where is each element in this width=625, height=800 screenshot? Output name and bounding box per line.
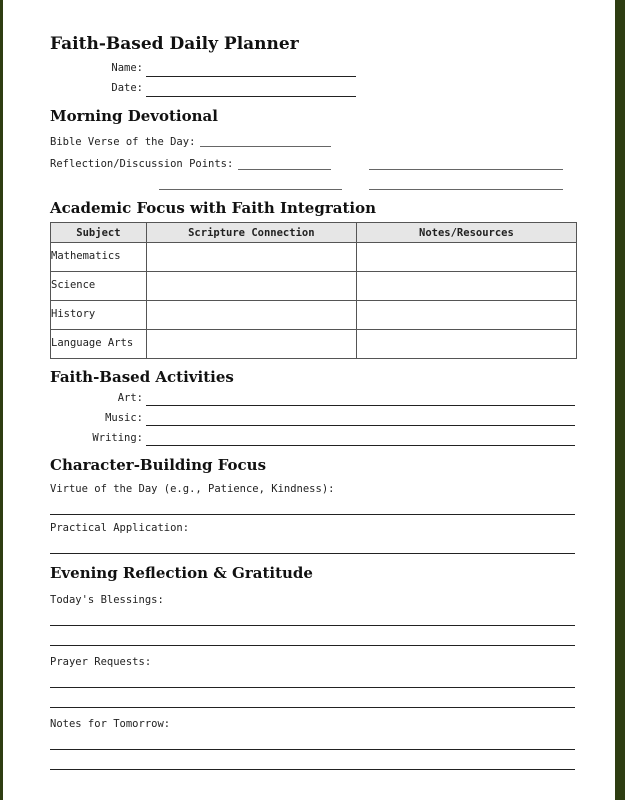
table-row — [51, 243, 577, 272]
reflection-field-line-2[interactable] — [369, 169, 563, 170]
prayer-field-line-1[interactable] — [50, 687, 575, 688]
bible-verse-label: Bible Verse of the Day: — [50, 136, 196, 148]
morning-devotional-heading: Morning Devotional — [50, 107, 218, 125]
scripture-cell[interactable] — [146, 243, 356, 272]
notes-cell[interactable] — [356, 330, 576, 359]
reflection-field-line-3[interactable] — [159, 189, 342, 190]
virtue-field-line[interactable] — [50, 514, 575, 515]
writing-label: Writing: — [92, 432, 143, 444]
application-field-line[interactable] — [50, 553, 575, 554]
notes-field-line-2[interactable] — [50, 769, 575, 770]
date-field-line[interactable] — [146, 96, 356, 97]
music-label: Music: — [105, 412, 143, 424]
evening-reflection-heading: Evening Reflection & Gratitude — [50, 564, 313, 582]
virtue-label: Virtue of the Day (e.g., Patience, Kindness): — [50, 483, 335, 495]
music-field-line[interactable] — [146, 425, 575, 426]
faith-activities-heading: Faith-Based Activities — [50, 368, 234, 386]
subject-cell: Mathematics — [51, 243, 147, 272]
table-row — [51, 301, 577, 330]
date-label: Date: — [111, 82, 143, 94]
scripture-cell[interactable] — [146, 301, 356, 330]
table-row — [51, 330, 577, 359]
notes-cell[interactable] — [356, 301, 576, 330]
name-field-line[interactable] — [146, 76, 356, 77]
subject-cell: History — [51, 301, 147, 330]
bible-verse-field-line[interactable] — [200, 146, 331, 147]
scripture-cell[interactable] — [146, 330, 356, 359]
notes-cell[interactable] — [356, 243, 576, 272]
art-field-line[interactable] — [146, 405, 575, 406]
subject-cell: Science — [51, 272, 147, 301]
table-header-row — [51, 223, 577, 243]
planner-page — [3, 0, 615, 800]
reflection-label: Reflection/Discussion Points: — [50, 158, 234, 170]
character-focus-heading: Character-Building Focus — [50, 456, 267, 474]
blessings-label: Today's Blessings: — [50, 594, 164, 606]
name-label: Name: — [111, 62, 143, 74]
reflection-field-line-1[interactable] — [238, 169, 331, 170]
prayer-requests-label: Prayer Requests: — [50, 656, 152, 668]
application-label: Practical Application: — [50, 522, 190, 534]
blessings-field-line-1[interactable] — [50, 625, 575, 626]
notes-cell[interactable] — [356, 272, 576, 301]
page-title: Faith-Based Daily Planner — [50, 34, 299, 54]
academic-focus-heading: Academic Focus with Faith Integration — [50, 199, 377, 217]
column-header-notes: Notes/Resources — [356, 223, 576, 243]
column-header-subject: Subject — [51, 223, 147, 243]
column-header-scripture: Scripture Connection — [146, 223, 356, 243]
art-label: Art: — [117, 392, 143, 404]
academic-focus-table — [50, 222, 577, 359]
writing-field-line[interactable] — [146, 445, 575, 446]
notes-tomorrow-label: Notes for Tomorrow: — [50, 718, 171, 730]
subject-cell: Language Arts — [51, 330, 147, 359]
notes-field-line-1[interactable] — [50, 749, 575, 750]
blessings-field-line-2[interactable] — [50, 645, 575, 646]
prayer-field-line-2[interactable] — [50, 707, 575, 708]
scripture-cell[interactable] — [146, 272, 356, 301]
table-row — [51, 272, 577, 301]
reflection-field-line-4[interactable] — [369, 189, 563, 190]
